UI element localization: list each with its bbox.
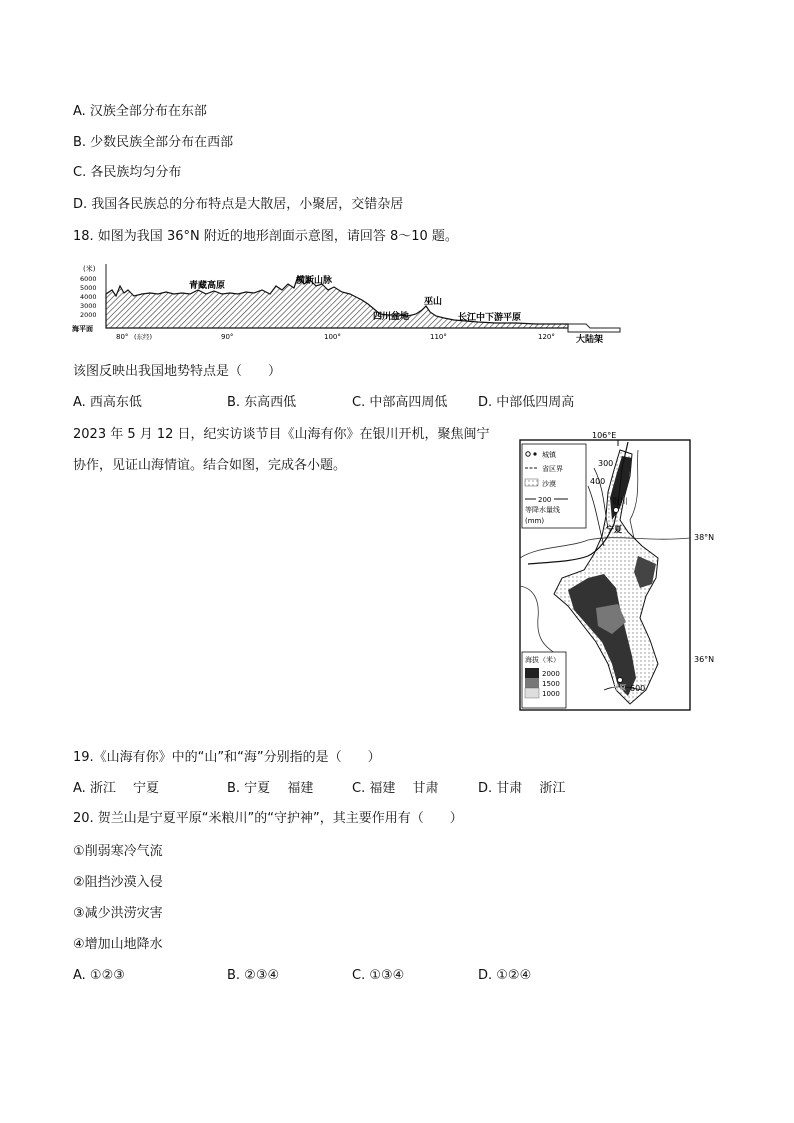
ningxia-map-figure — [508, 428, 726, 720]
y-tick-5000: 5000 — [80, 284, 97, 292]
legend-isohyet-value: 200 — [538, 496, 552, 504]
lat-36-label: 36°N — [694, 655, 715, 664]
q20-option-b: B. ②③④ — [227, 968, 280, 983]
legend-boundary-label: 省区界 — [542, 465, 563, 473]
continental-shelf-outline — [568, 324, 620, 332]
q19-option-b: B. 宁夏 福建 — [227, 781, 314, 796]
legend-isohyet-label: 等降水量线 — [525, 506, 560, 514]
y-tick-3000: 3000 — [80, 302, 97, 310]
x-tick-100: 100° — [324, 333, 341, 341]
option-c: C. 各民族均匀分布 — [73, 165, 182, 180]
q20-item-4: ④增加山地降水 — [73, 937, 163, 952]
meridian-label: 106°E — [592, 431, 617, 440]
city-yinchuan-label: 银川 — [612, 497, 628, 506]
legend-isohyet-unit: (mm) — [525, 517, 545, 525]
city-yinchuan-marker — [614, 508, 619, 513]
q20-item-1: ①削弱寒冷气流 — [73, 844, 163, 859]
question-18-stem: 18. 如图为我国 36°N 附近的地形剖面示意图，请回答 8～10 题。 — [73, 229, 458, 244]
q18-option-c: C. 中部高四周低 — [352, 395, 448, 410]
x-unit-label: (东经) — [134, 333, 153, 341]
elevation-label-1000: 1000 — [542, 690, 560, 698]
elevation-legend-title: 海拔（米） — [525, 656, 560, 664]
label-changjiang: 长江中下游平原 — [458, 313, 522, 323]
isohyet-300-label: 300 — [598, 459, 614, 468]
isohyet-400-label: 400 — [590, 477, 606, 486]
question-20-stem: 20. 贺兰山是宁夏平原“米粮川”的“守护神”，其主要作用有（ ） — [73, 811, 463, 826]
city-guyuan-label: 固原 — [612, 684, 626, 692]
q19-option-c: C. 福建 甘肃 — [352, 781, 439, 796]
q20-option-d: D. ①②④ — [478, 968, 532, 983]
city-guyuan-marker — [618, 678, 623, 683]
elevation-swatch-mid — [525, 678, 539, 688]
q20-item-2: ②阻挡沙漠入侵 — [73, 875, 163, 890]
label-sichuan: 四川盆地 — [373, 312, 410, 322]
isohyet-600-label: 600 — [630, 684, 646, 693]
x-tick-110: 110° — [430, 333, 447, 341]
question-19-stem: 19.《山海有你》中的“山”和“海”分别指的是（ ） — [73, 750, 381, 765]
elevation-label-1500: 1500 — [542, 680, 560, 688]
legend-city-icon — [526, 452, 530, 456]
terrain-profile-svg — [72, 260, 624, 348]
option-a: A. 汉族全部分布在东部 — [73, 104, 207, 119]
y-tick-2000: 2000 — [80, 311, 97, 319]
y-tick-6000: 6000 — [80, 275, 97, 283]
legend-desert-label: 沙漠 — [542, 480, 556, 488]
option-d: D. 我国各民族总的分布特点是大散居，小聚居，交错杂居 — [73, 197, 404, 212]
q20-option-c: C. ①③④ — [352, 968, 405, 983]
region-ningxia-label: 宁夏 — [606, 525, 622, 534]
label-qingzang: 青藏高原 — [189, 281, 226, 291]
label-continental-shelf: 大陆架 — [576, 335, 604, 345]
x-tick-90: 90° — [221, 333, 234, 341]
q20-option-a: A. ①②③ — [73, 968, 125, 983]
legend-desert-icon — [525, 479, 538, 486]
q18-option-b: B. 东高西低 — [227, 395, 297, 410]
terrain-profile-figure — [72, 260, 624, 348]
ningxia-map-svg — [508, 428, 726, 720]
label-hengduan: 横断山脉 — [296, 276, 333, 286]
elevation-label-2000: 2000 — [542, 670, 560, 678]
q18-option-d: D. 中部低四周高 — [478, 395, 575, 410]
legend-city-label: 城镇 — [542, 451, 556, 459]
elevation-swatch-low — [525, 688, 539, 698]
q19-option-d: D. 甘肃 浙江 — [478, 781, 566, 796]
q20-item-3: ③减少洪涝灾害 — [73, 906, 163, 921]
intro-line-1: 2023 年 5 月 12 日，纪实访谈节目《山海有你》在银川开机，聚焦闽宁 — [73, 427, 490, 442]
legend-town-icon — [533, 452, 536, 455]
option-b: B. 少数民族全部分布在西部 — [73, 135, 234, 150]
sea-level-label: 海平面 — [72, 325, 93, 333]
intro-line-2: 协作，见证山海情谊。结合如图，完成各小题。 — [73, 458, 347, 473]
lat-38-label: 38°N — [694, 533, 715, 542]
q18-option-a: A. 西高东低 — [73, 395, 142, 410]
question-18-prompt: 该图反映出我国地势特点是（ ） — [73, 364, 282, 379]
q19-option-a: A. 浙江 宁夏 — [73, 781, 160, 796]
elevation-swatch-high — [525, 668, 539, 678]
y-tick-4000: 4000 — [80, 293, 97, 301]
x-tick-120: 120° — [538, 333, 555, 341]
y-unit-label: (米) — [83, 265, 96, 273]
x-tick-80: 80° — [116, 333, 129, 341]
label-wushan: 巫山 — [424, 297, 443, 307]
